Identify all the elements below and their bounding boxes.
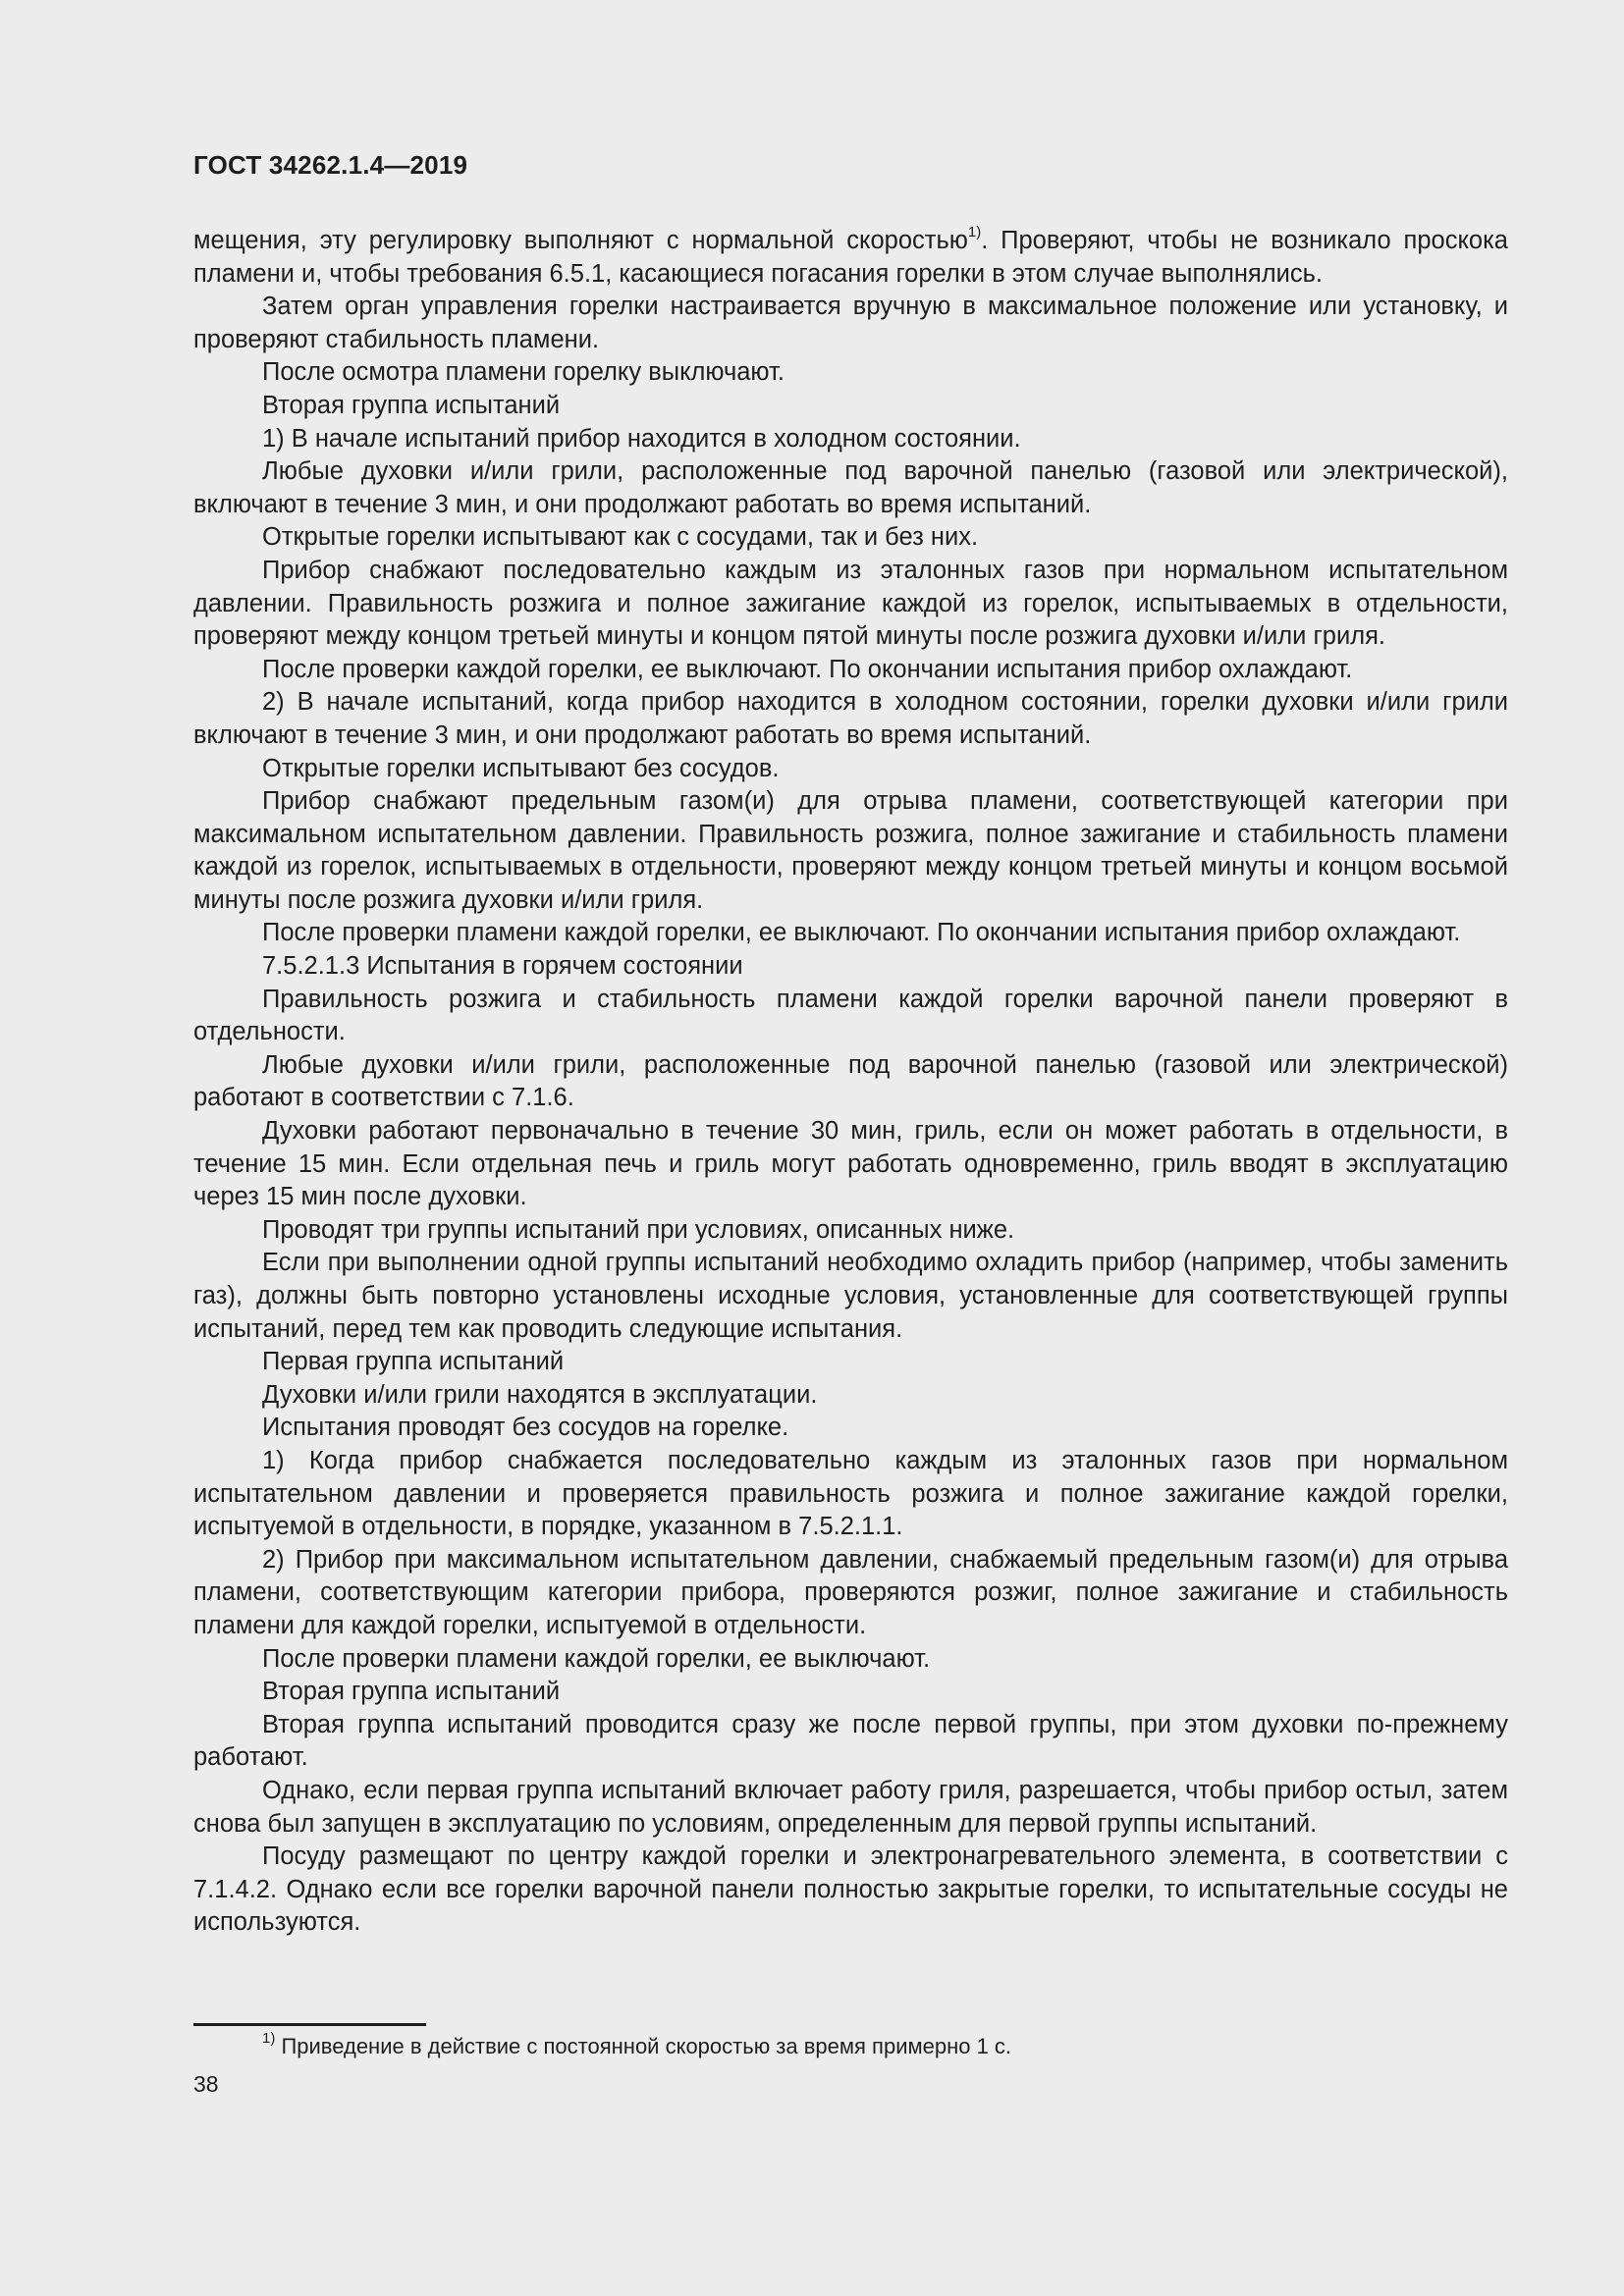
paragraph: Открытые горелки испытывают без сосудов. [262, 754, 780, 782]
document-header: ГОСТ 34262.1.4—2019 [193, 150, 468, 180]
paragraph: Вторая группа испытаний проводится сразу же после первой группы, при этом духовки по-прежнему работают. [193, 1710, 1508, 1772]
paragraph: Первая группа испытаний [262, 1348, 565, 1376]
paragraph: Прибор снабжают предельным газом(и) для отрыва пламени, соответствующей категории при максимальном испытательном давлении. Правильность розжига, полное зажигание и стабильность пламени каждой из горелок, испытываемых в отдельности, проверяют между концом третьей минуты и концом восьмой минуты после розжига духовки и/или гриля. [193, 787, 1508, 914]
paragraph-text-continued: . Проверяют, чтобы не возникало проскока пламени и, чтобы требования 6.5.1, касающиеся погасания горелки в этом случае выполнялись. [193, 227, 1508, 288]
document-body [193, 225, 1508, 1940]
section-heading: 7.5.2.1.3 Испытания в горячем состоянии [262, 952, 743, 981]
paragraph: Прибор снабжают последовательно каждым из эталонных газов при нормальном испытательном давлении. Правильность розжига и полное зажигание каждой из горелок, испытываемых в отдельности, проверяют между концом третьей минуты и концом пятой минуты после розжига духовки и/или гриля. [193, 556, 1508, 651]
paragraph: Если при выполнении одной группы испытаний необходимо охладить прибор (например, чтобы заменить газ), должны быть повторно установлены исходные условия, установленные для соответствующей группы испытаний, перед тем как проводить следующие испытания. [193, 1249, 1508, 1343]
paragraph: Вторая группа испытаний [262, 391, 561, 419]
page-number: 38 [193, 2071, 219, 2097]
footnote-divider [193, 2023, 426, 2026]
paragraph-text: мещения, эту регулировку выполняют с нормальной скоростью [193, 227, 968, 254]
footnote [262, 2029, 1012, 2061]
paragraph: Любые духовки и/или грили, расположенные под варочной панелью (газовой или электрической), включают в течение 3 мин, и они продолжают работать во время испытаний. [193, 457, 1508, 518]
paragraph: Проводят три группы испытаний при условиях, описанных ниже. [262, 1215, 1015, 1244]
paragraph: Посуду размещают по центру каждой горелки и электронагревательного элемента, в соответствии с 7.1.4.2. Однако если все горелки варочной панели полностью закрытые горелки, то испытательные сосуды не используются. [193, 1842, 1508, 1937]
paragraph: 1) В начале испытаний прибор находится в холодном состоянии. [262, 424, 1021, 453]
paragraph: После проверки каждой горелки, ее выключают. По окончании испытания прибор охлаждают. [262, 655, 1353, 683]
paragraph: После проверки пламени каждой горелки, ее выключают. По окончании испытания прибор охлаждают. [262, 919, 1461, 947]
paragraph: Открытые горелки испытывают как с сосудами, так и без них. [262, 523, 979, 552]
paragraph: Духовки работают первоначально в течение 30 мин, гриль, если он может работать в отдельности, в течение 15 мин. Если отдельная печь и гриль могут работать одновременно, гриль вводят в эксплуатацию через 15 мин после духовки. [193, 1117, 1508, 1211]
paragraph [193, 225, 1508, 291]
paragraph: 1) Когда прибор снабжается последовательно каждым из эталонных газов при нормальном испытательном давлении и проверяется правильность розжига и полное зажигание каждой горелки, испытуемой в отдельности, в порядке, указанном в 7.5.2.1.1. [193, 1446, 1508, 1541]
paragraph: После осмотра пламени горелку выключают. [262, 358, 785, 387]
footnote-marker: 1) [262, 2029, 276, 2047]
paragraph: Правильность розжига и стабильность пламени каждой горелки варочной панели проверяют в отдельности. [193, 985, 1508, 1046]
paragraph: 2) Прибор при максимальном испытательном давлении, снабжаемый предельным газом(и) для отрыва пламени, соответствующим категории прибора, проверяются розжиг, полное зажигание и стабильность пламени для каждой горелки, испытуемой в отдельности. [193, 1545, 1508, 1639]
paragraph: Затем орган управления горелки настраивается вручную в максимальное положение или установку, и проверяют стабильность пламени. [193, 293, 1508, 353]
paragraph: Любые духовки и/или грили, расположенные под варочной панелью (газовой или электрической) работают в соответствии с 7.1.6. [193, 1050, 1508, 1112]
paragraph: Однако, если первая группа испытаний включает работу гриля, разрешается, чтобы прибор остыл, затем снова был запущен в эксплуатацию по условиям, определенным для первой группы испытаний. [193, 1776, 1508, 1838]
paragraph: После проверки пламени каждой горелки, ее выключают. [262, 1644, 931, 1673]
paragraph: 2) В начале испытаний, когда прибор находится в холодном состоянии, горелки духовки и/или грили включают в течение 3 мин, и они продолжают работать во время испытаний. [193, 688, 1508, 749]
footnote-reference: 1) [967, 223, 982, 240]
paragraph: Испытания проводят без сосудов на горелке. [262, 1414, 789, 1442]
paragraph: Духовки и/или грили находятся в эксплуатации. [262, 1380, 818, 1409]
footnote-text: Приведение в действие с постоянной скоростью за время примерно 1 с. [275, 2034, 1012, 2058]
paragraph: Вторая группа испытаний [262, 1678, 561, 1706]
